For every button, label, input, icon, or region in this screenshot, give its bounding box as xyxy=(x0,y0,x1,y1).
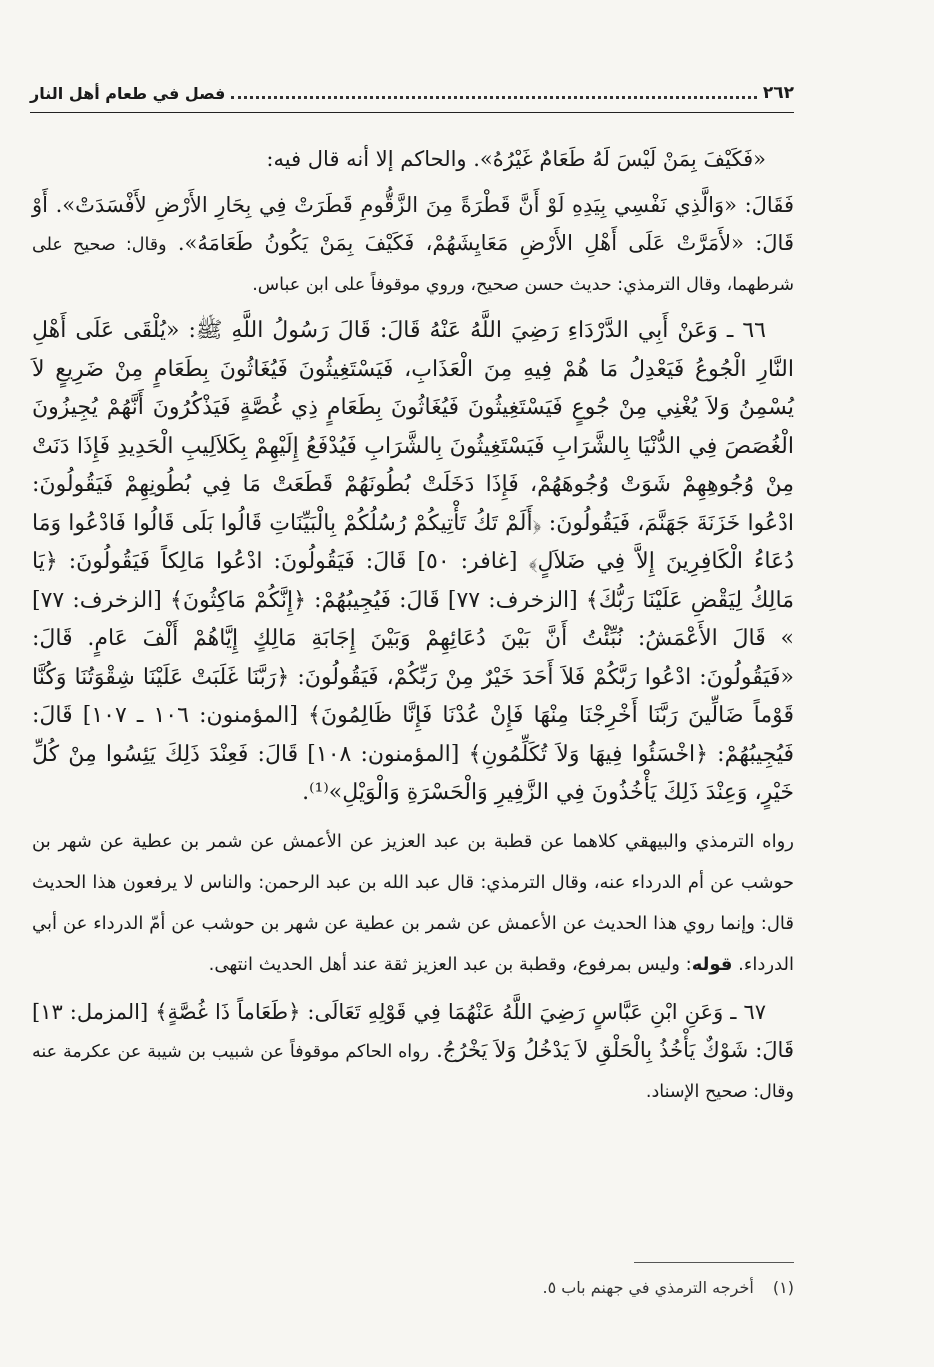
page-number: ٢٦٢ xyxy=(762,83,794,103)
footnote-rule xyxy=(634,1262,794,1263)
footnote xyxy=(32,1278,794,1297)
paragraph-1-text: «فَكَيْفَ بِمَنْ لَيْسَ لَهُ طَعَامٌ غَيْرُهُ». والحاكم إلا أنه قال فيه: xyxy=(266,147,766,171)
paragraph-2-commentary: وقال: صحيح على شرطهما، وقال الترمذي: حديث حسن صحيح، وروي موقوفاً على ابن عباس. xyxy=(32,235,794,295)
footnote-mark: (١) xyxy=(772,1278,794,1297)
paragraph-2 xyxy=(32,186,794,304)
hadith-67-commentary: رواه الحاكم موقوفاً عن شبيب بن شيبة عن عكرمة عنه وقال: صحيح الإسناد. xyxy=(32,1041,794,1102)
running-header xyxy=(30,78,794,108)
hadith-66-commentary-bold: قوله xyxy=(691,953,733,975)
header-leader-dots xyxy=(231,96,756,99)
section-title: فصل في طعام أهل النار xyxy=(30,83,226,103)
header-rule xyxy=(30,112,794,113)
paragraph-hadith-67 xyxy=(32,993,794,1111)
hadith-66-text: ٦٦ ـ وَعَنْ أَبِي الدَّرْدَاءِ رَضِيَ اللَّهُ عَنْهُ قَالَ: قَالَ رَسُولُ اللَّهِ ﷺ: «يُلْقَى عَلَى أَهْلِ النَّارِ الْجُوعُ فَيَعْدِلُ مَا هُمْ فِيهِ مِنَ الْعَذَابِ، فَيَسْتَغِيثُونَ فَيُغَاثُونَ بِطَعَامٍ مِنْ ضَرِيعٍ لاَ يُسْمِنُ وَلاَ يُغْنِي مِنْ جُوعٍ فَيَسْتَغِيثُونَ فَيُغَاثُونَ بِطَعَامٍ ذِي غُصَّةٍ فَيَذْكُرُونَ أَنَّهُمْ يُجِيزُونَ الْغُصَصَ فِي الدُّنْيَا بِالشَّرَابِ فَيَسْتَغِيثُونَ بِالشَّرَابِ فَيُدْفَعُ إِلَيْهِمْ بِكَلاَلِيبِ الْحَدِيدِ فَإِذَا دَنَتْ مِنْ وُجُوهِهِمْ شَوَتْ وُجُوهَهُمْ، فَإِذَا دَخَلَتْ بُطُونَهُمْ قَطَعَتْ مَا فِي بُطُونِهِمْ فَيَقُولُونَ: ادْعُوا خَزَنَةَ جَهَنَّمَ، فَيَقُولُونَ: ﴿أَلَمْ تَكُ تَأْتِيكُمْ رُسُلُكُمْ بِالْبَيِّنَاتِ قَالُوا بَلَى قَالُوا فَادْعُوا وَمَا دُعَاءُ الْكَافِرِينَ إِلاَّ فِي ضَلاَلٍ﴾ [غافر: ٥٠] قَالَ: فَيَقُولُونَ: ادْعُوا مَالِكاً فَيَقُولُونَ: ﴿يَا مَالِكُ لِيَقْضِ عَلَيْنَا رَبُّكَ﴾ [الزخرف: ٧٧] قَالَ: فَيُجِيبُهُمْ: ﴿إِنَّكُمْ مَاكِثُونَ﴾ [الزخرف: ٧٧] » قَالَ الأَعْمَشُ: نُبِّئْتُ أَنَّ بَيْنَ دُعَائِهِمْ وَبَيْنَ إِجَابَةِ مَالِكٍ إِيَّاهُمْ أَلْفَ عَامٍ. قَالَ: «فَيَقُولُونَ: ادْعُوا رَبَّكُمْ فَلاَ أَحَدَ خَيْرٌ مِنْ رَبِّكُمْ، فَيَقُولُونَ: ﴿رَبَّنَا غَلَبَتْ عَلَيْنَا شِقْوَتُنَا وَكُنَّا قَوْماً ضَالِّينَ رَبَّنَا أَخْرِجْنَا مِنْهَا فَإِنْ عُدْنَا فَإِنَّا ظَالِمُونَ﴾ [المؤمنون: ١٠٦ ـ ١٠٧] قَالَ: فَيُجِيبُهُمْ: ﴿اخْسَئُوا فِيهَا وَلاَ تُكَلِّمُونِ﴾ [المؤمنون: ١٠٨] قَالَ: فَعِنْدَ ذَلِكَ يَئِسُوا مِنْ كُلِّ خَيْرٍ، وَعِنْدَ ذَلِكَ يَأْخُذُونَ فِي الزَّفِيرِ وَالْحَسْرَةِ وَالْوَيْلِ»⁽¹⁾. xyxy=(32,318,795,805)
paragraph-hadith-66 xyxy=(32,312,794,813)
hadith-66-commentary-end: : وليس بمرفوع، وقطبة بن عبد العزيز ثقة عند أهل الحديث انتهى. xyxy=(208,953,692,975)
paragraph-2-hadith: فَقَالَ: «وَالَّذِي نَفْسِي بِيَدِهِ لَوْ أَنَّ قَطْرَةً مِنَ الزَّقُّومِ قَطَرَتْ فِي بِحَارِ الأَرْضِ لأَفْسَدَتْ». أَوْ قَالَ: «لأَمَرَّتْ عَلَى أَهْلِ الأَرْضِ مَعَايِشَهُمْ، فَكَيْفَ بِمَنْ يَكُونُ طَعَامَهُ». xyxy=(32,193,794,255)
paragraph-hadith-66-commentary xyxy=(32,821,794,985)
hadith-67-text: ٦٧ ـ وَعَنِ ابْنِ عَبَّاسٍ رَضِيَ اللَّهُ عَنْهُمَا فِي قَوْلِهِ تَعَالَى: ﴿طَعَاماً ذَا غُصَّةٍ﴾ [المزمل: ١٣] قَالَ: شَوْكٌ يَأْخُذُ بِالْحَلْقِ لاَ يَدْخُلُ وَلاَ يَخْرُجُ. xyxy=(32,999,794,1062)
footnote-text: أخرجه الترمذي في جهنم باب ٥. xyxy=(542,1278,754,1297)
hadith-66-commentary-start: رواه الترمذي والبيهقي كلاهما عن قطبة بن عبد العزيز عن الأعمش عن شمر بن عطية عن شهر بن حوشب عن أم الدرداء عنه، وقال الترمذي: قال عبد الله بن عبد الرحمن: والناس لا يرفعون هذا الحديث قال: وإنما روي هذا الحديث عن الأعمش عن شمر بن عطية عن شهر بن حوشب عن أمّ الدرداء عن أبي الدرداء. xyxy=(32,830,794,975)
page-body xyxy=(32,140,794,1119)
paragraph-1 xyxy=(32,140,794,178)
